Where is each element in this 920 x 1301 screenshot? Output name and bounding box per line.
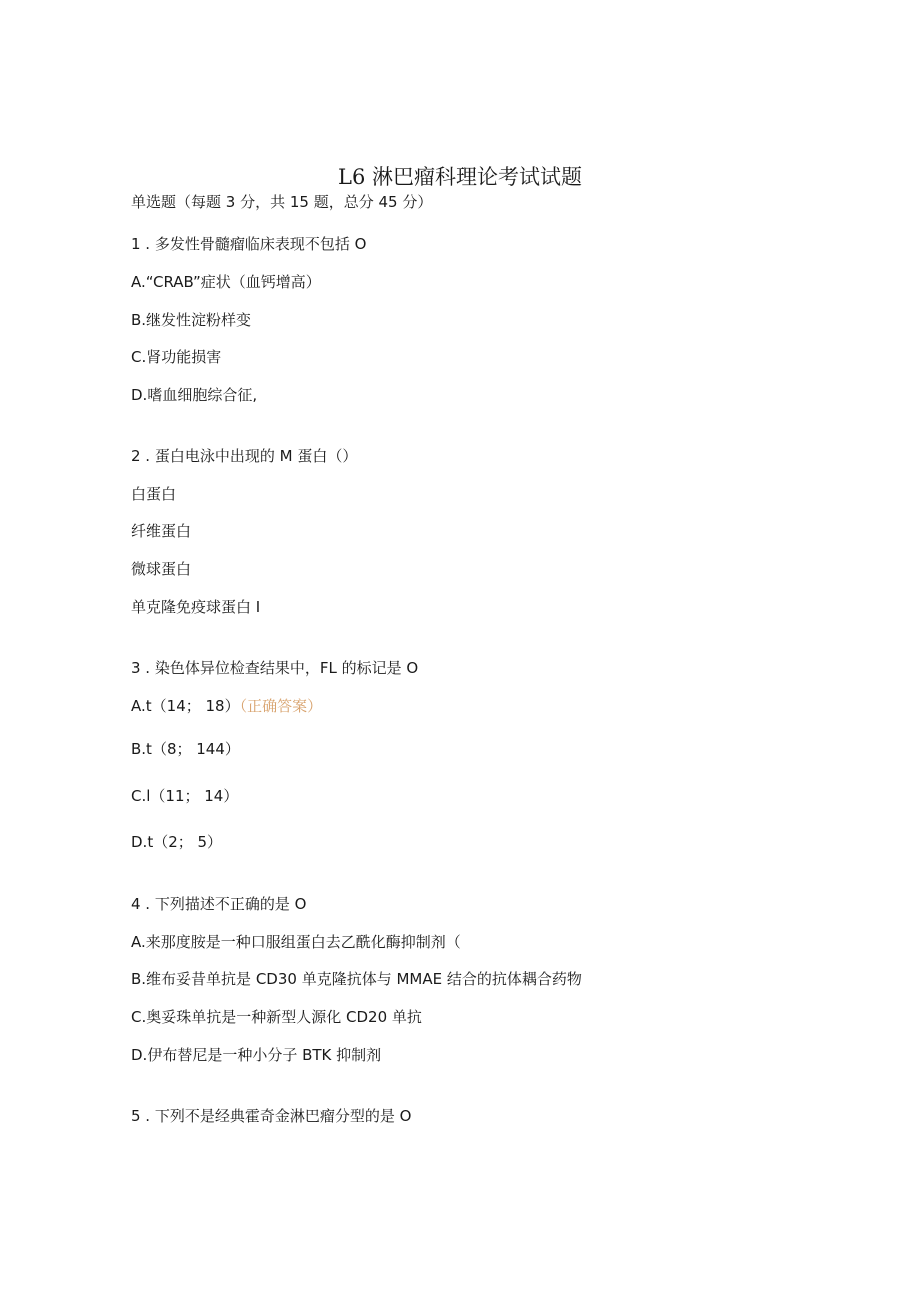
question-1-option-b: B.继发性淀粉样变 [131,311,252,329]
question-4-option-c: C.奥妥珠单抗是一种新型人源化 CD20 单抗 [131,1008,422,1026]
question-4-stem: 4 . 下列描述不正确的是 O [131,895,307,913]
question-5-stem: 5 . 下列不是经典霍奇金淋巴瘤分型的是 O [131,1107,412,1125]
question-2-option-4: 单克隆免疫球蛋白 I [131,598,261,616]
question-2-stem: 2 . 蛋白电泳中出现的 M 蛋白（） [131,447,358,465]
correct-answer-mark: （正确答案） [239,697,323,715]
question-4-option-d: D.伊布替尼是一种小分子 BTK 抑制剂 [131,1046,382,1064]
question-2-option-1: 白蛋白 [131,485,177,503]
question-3-option-a: A.t（14； 18） [131,697,240,715]
question-2-option-3: 微球蛋白 [131,560,192,578]
question-1-option-c: C.肾功能损害 [131,348,222,366]
question-2-option-2: 纤维蛋白 [131,522,192,540]
question-1-option-d: D.嗜血细胞综合征, [131,386,258,404]
question-1-option-a: A.“CRAB”症状（血钙增高） [131,273,321,291]
question-3-option-b: B.t（8； 144） [131,740,240,758]
section-header: 单选题（每题 3 分，共 15 题，总分 45 分） [131,193,433,211]
question-3-option-c: C.l（11； 14） [131,787,239,805]
question-3-option-d: D.t（2； 5） [131,833,223,851]
page-title: L6 淋巴瘤科理论考试试题 [338,165,582,189]
question-1-stem: 1 . 多发性骨髓瘤临床表现不包括 O [131,235,367,253]
question-4-option-a: A.来那度胺是一种口服组蛋白去乙酰化酶抑制剂（ [131,933,461,951]
question-3-option-a-row [131,696,322,716]
question-4-option-b: B.维布妥昔单抗是 CD30 单克隆抗体与 MMAE 结合的抗体耦合药物 [131,970,582,988]
question-3-stem: 3 . 染色体异位检查结果中，FL 的标记是 O [131,659,419,677]
